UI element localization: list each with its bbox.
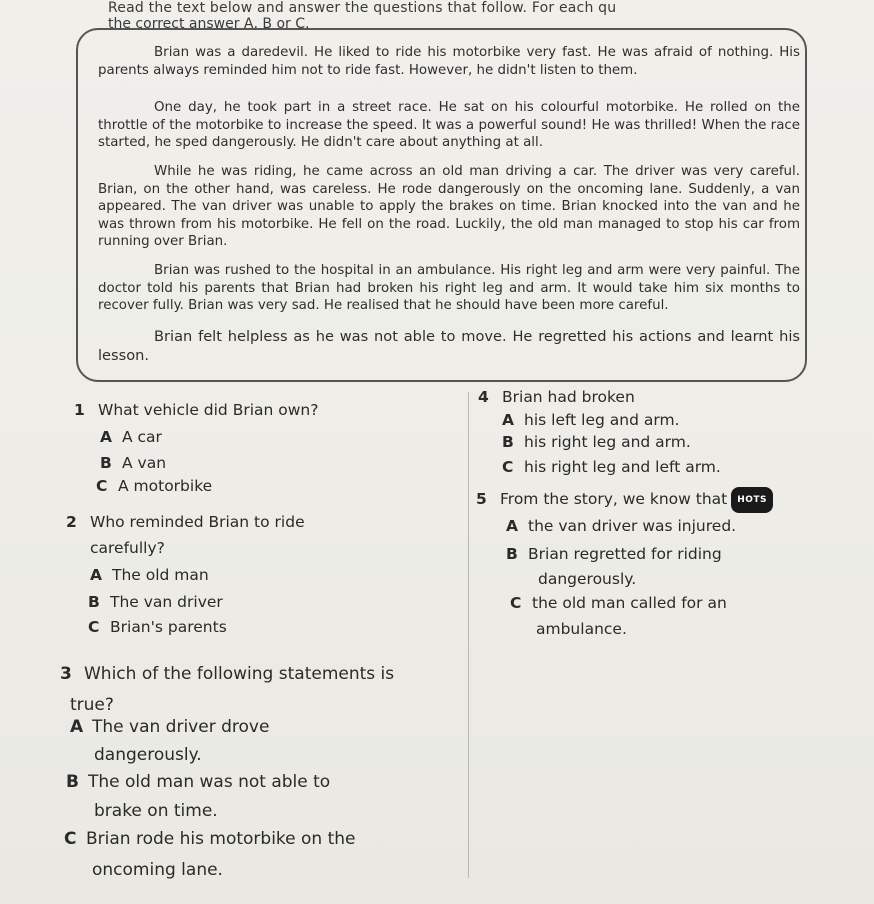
- question-5-option-b-continued: dangerously.: [538, 570, 637, 588]
- question-2-option-a[interactable]: A The old man: [90, 566, 209, 584]
- passage-paragraph-1: Brian was a daredevil. He liked to ride his motorbike very fast. He was afraid of nothing. His parents always reminded him not to ride fast. However, he didn't listen to them.: [98, 45, 800, 78]
- question-3-continued: true?: [70, 695, 114, 715]
- question-3-option-a[interactable]: A The van driver drove: [70, 717, 270, 737]
- question-5: 5 From the story, we know that HOTS: [476, 487, 773, 513]
- question-3-option-b-continued: brake on time.: [94, 801, 218, 821]
- question-1-option-b[interactable]: B A van: [100, 454, 167, 472]
- instructions-line-1: Read the text below and answer the questions that follow. For each qu: [108, 0, 617, 16]
- question-1-option-c[interactable]: C A motorbike: [96, 477, 213, 495]
- passage-paragraph-3: While he was riding, he came across an old man driving a car. The driver was very careful. Brian, on the other hand, was careless. He rode dangerously on the oncoming lane. Suddenly, a van appeared. The van driver was unable to apply the brakes on time. Brian knocked into the van and he was thrown from his motorbike. He fell on the road. Luckily, the old man managed to stop his car from running over Brian.: [98, 164, 800, 249]
- question-5-option-c-continued: ambulance.: [536, 620, 627, 638]
- question-5-option-c[interactable]: C the old man called for an: [510, 594, 727, 612]
- question-5-option-a[interactable]: A the van driver was injured.: [506, 517, 737, 535]
- question-2: 2 Who reminded Brian to ride: [66, 513, 305, 531]
- hots-badge: HOTS: [731, 487, 773, 513]
- question-3-option-c[interactable]: C Brian rode his motorbike on the: [64, 829, 356, 849]
- question-3: 3 Which of the following statements is: [60, 664, 395, 684]
- question-5-option-b[interactable]: B Brian regretted for riding: [506, 545, 722, 563]
- question-4-option-c[interactable]: C his right leg and left arm.: [502, 458, 721, 476]
- question-4-option-a[interactable]: A his left leg and arm.: [502, 411, 680, 429]
- question-4: 4 Brian had broken: [478, 388, 635, 406]
- question-2-continued: carefully?: [90, 539, 165, 557]
- question-3-option-b[interactable]: B The old man was not able to: [66, 772, 331, 792]
- question-1: 1 What vehicle did Brian own?: [74, 401, 319, 419]
- question-4-option-b[interactable]: B his right leg and arm.: [502, 433, 691, 451]
- question-2-option-c[interactable]: C Brian's parents: [88, 618, 227, 636]
- question-3-option-a-continued: dangerously.: [94, 745, 202, 765]
- question-3-option-c-continued: oncoming lane.: [92, 860, 223, 880]
- question-2-option-b[interactable]: B The van driver: [88, 593, 223, 611]
- passage-paragraph-4: Brian was rushed to the hospital in an ambulance. His right leg and arm were very painful. The doctor told his parents that Brian had broken his right leg and arm. It would take him six months to recover fully. Brian was very sad. He realised that he should have been more careful.: [98, 263, 800, 313]
- passage-paragraph-5: Brian felt helpless as he was not able to move. He regretted his actions and learnt his lesson.: [98, 328, 800, 364]
- column-divider: [468, 392, 469, 878]
- question-1-option-a[interactable]: A A car: [100, 428, 162, 446]
- passage-paragraph-2: One day, he took part in a street race. He sat on his colourful motorbike. He rolled on the throttle of the motorbike to increase the speed. It was a powerful sound! He was thrilled! When the race started, he sped dangerously. He didn't care about anything at all.: [98, 100, 800, 150]
- instructions-line-2: the correct answer A, B or C.: [108, 16, 310, 32]
